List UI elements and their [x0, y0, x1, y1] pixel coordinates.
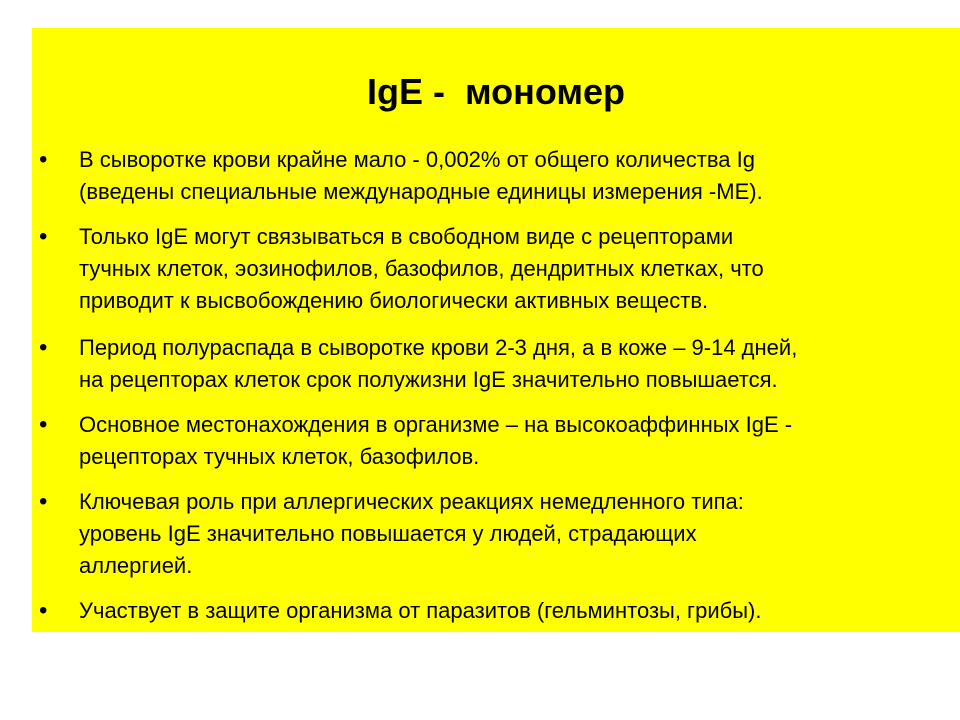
bullet-text [79, 332, 959, 396]
bullet-dot: • [39, 488, 48, 515]
bullet-line: Основное местонахождения в организме – на высокоаффинных IgE - [79, 412, 793, 437]
bullet-line: уровень IgE значительно повышается у людей, страдающих [79, 521, 697, 546]
bullet-dot: • [39, 597, 48, 624]
bullet-dot: • [39, 146, 48, 173]
bullet-text [79, 144, 959, 208]
bullet-line: Период полураспада в сыворотке крови 2-3 дня, а в коже – 9-14 дней, [79, 335, 798, 360]
bullet-text [79, 409, 959, 473]
bullet-line: аллергией. [79, 553, 193, 578]
bullet-text [79, 221, 959, 317]
bullet-line: приводит к высвобождению биологически активных веществ. [79, 288, 709, 313]
bullet-line: на рецепторах клеток срок полужизни IgE значительно повышается. [79, 367, 778, 392]
bullet-line: Участвует в защите организма от паразитов (гельминтозы, грибы). [79, 598, 762, 623]
bullet-list [32, 28, 960, 632]
bullet-dot: • [39, 223, 48, 250]
bullet-text [79, 486, 959, 582]
bullet-text [79, 595, 959, 627]
slide-panel [32, 28, 960, 632]
bullet-line: рецепторах тучных клеток, базофилов. [79, 444, 480, 469]
slide-title: IgE - мономер [366, 71, 626, 112]
bullet-line: (введены специальные международные единицы измерения -МЕ). [79, 179, 763, 204]
bullet-dot: • [39, 411, 48, 438]
bullet-line: Ключевая роль при аллергических реакциях немедленного типа: [79, 489, 744, 514]
bullet-dot: • [39, 334, 48, 361]
bullet-line: тучных клеток, эозинофилов, базофилов, дендритных клетках, что [79, 256, 764, 281]
bullet-line: Только IgE могут связываться в свободном виде с рецепторами [79, 224, 734, 249]
bullet-line: В сыворотке крови крайне мало - 0,002% от общего количества Ig [79, 147, 755, 172]
